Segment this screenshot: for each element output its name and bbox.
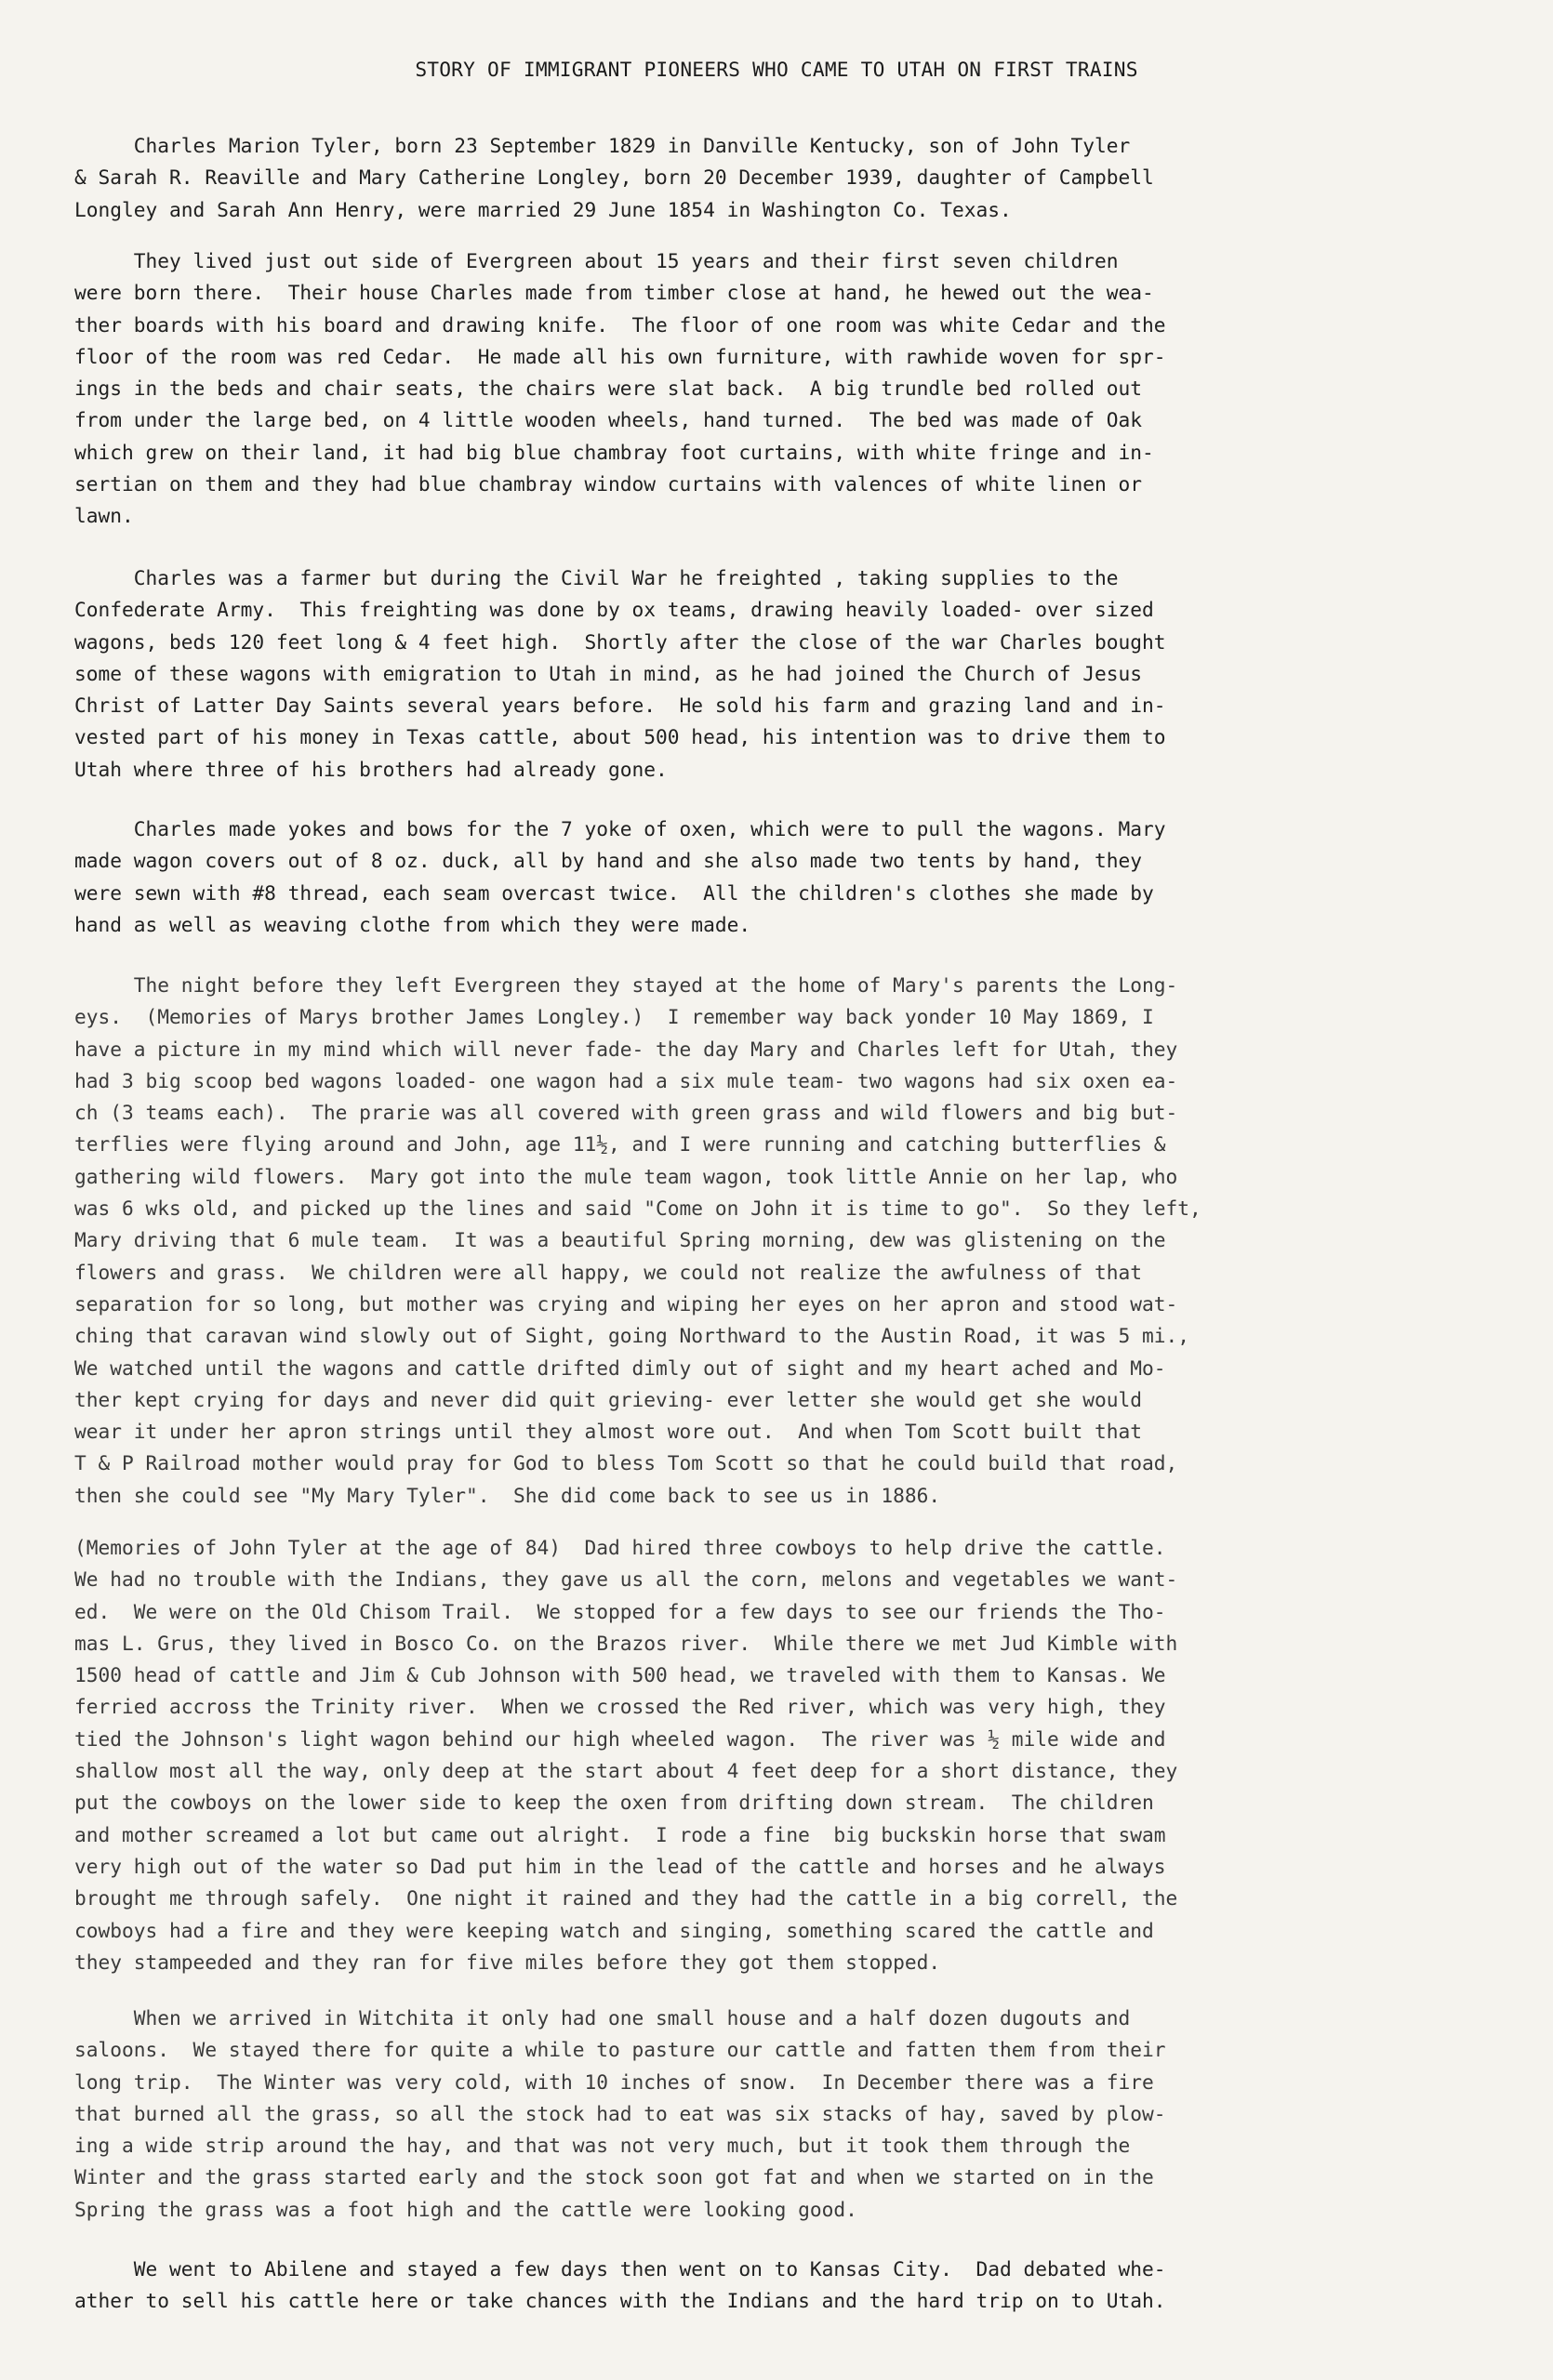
document-title: STORY OF IMMIGRANT PIONEERS WHO CAME TO UTAH ON FIRST TRAINS: [415, 58, 1138, 81]
text-line: brought me through safely. One night it rained and they had the cattle in a big correll, the: [74, 1886, 1178, 1911]
text-line: very high out of the water so Dad put him in the lead of the cattle and horses and he always: [74, 1854, 1166, 1878]
text-line: made wagon covers out of 8 oz. duck, all by hand and she also made two tents by hand, they: [74, 849, 1143, 873]
text-line: Confederate Army. This freighting was done by ox teams, drawing heavily loaded- over sized: [74, 598, 1154, 622]
paragraph-john-tyler-memories: [74, 1532, 1507, 1978]
text-line: Longley and Sarah Ann Henry, were married 29 June 1854 in Washington Co. Texas.: [74, 197, 1012, 221]
text-line: & Sarah R. Reaville and Mary Catherine Longley, born 20 December 1939, daughter of Campbell: [74, 165, 1154, 190]
text-line: Winter and the grass started early and the stock soon got fat and when we started on in the: [74, 2165, 1154, 2189]
text-line: cowboys had a fire and they were keeping watch and singing, something scared the cattle and: [74, 1918, 1154, 1942]
text-line: separation for so long, but mother was crying and wiping her eyes on her apron and stood wat-: [74, 1291, 1178, 1316]
paragraph-marriage: [74, 130, 1507, 226]
text-line: ching that caravan wind slowly out of Sight, going Northward to the Austin Road, it was 5 mi.,: [74, 1324, 1190, 1348]
text-line: wear it under her apron strings until they almost wore out. And when Tom Scott built that: [74, 1420, 1143, 1444]
text-line: shallow most all the way, only deep at the start about 4 feet deep for a short distance, they: [74, 1759, 1178, 1783]
text-line: gathering wild flowers. Mary got into the mule team wagon, took little Annie on her lap, who: [74, 1164, 1178, 1188]
text-line: which grew on their land, it had big blue chambray foot curtains, with white fringe and in-: [74, 440, 1154, 464]
text-line: ing a wide strip around the hay, and that was not very much, but it took them through the: [74, 2134, 1131, 2158]
text-line: ther boards with his board and drawing knife. The floor of one room was white Cedar and the: [74, 312, 1166, 337]
text-line: terflies were flying around and John, age 11½, and I were running and catching butterflies &: [74, 1132, 1166, 1157]
text-line: Charles Marion Tyler, born 23 September 1829 in Danville Kentucky, son of John Tyler: [74, 134, 1131, 157]
text-line: ings in the beds and chair seats, the chairs were slat back. A big trundle bed rolled out: [74, 377, 1143, 401]
text-line: tied the Johnson's light wagon behind our high wheeled wagon. The river was ½ mile wide and: [74, 1726, 1166, 1751]
text-line: mas L. Grus, they lived in Bosco Co. on the Brazos river. While there we met Jud Kimble with: [74, 1631, 1178, 1655]
text-line: ed. We were on the Old Chisom Trail. We stopped for a few days to see our friends the Tho-: [74, 1599, 1166, 1623]
paragraph-yokes-and-covers: [74, 813, 1507, 941]
text-line: Christ of Latter Day Saints several years before. He sold his farm and grazing land and in-: [74, 694, 1166, 718]
text-line: We went to Abilene and stayed a few days then went on to Kansas City. Dad debated whe-: [74, 2257, 1166, 2281]
text-line: were born there. Their house Charles made from timber close at hand, he hewed out the wea-: [74, 281, 1154, 305]
text-line: eys. (Memories of Marys brother James Longley.) I remember way back yonder 10 May 1869, I: [74, 1005, 1154, 1029]
text-line: The night before they left Evergreen they stayed at the home of Mary's parents the Long-: [74, 973, 1178, 997]
paragraph-witchita-winter: [74, 2003, 1507, 2226]
text-line: and mother screamed a lot but came out alright. I rode a fine big buckskin horse that swam: [74, 1822, 1166, 1846]
text-line: they stampeeded and they ran for five miles before they got them stopped.: [74, 1950, 941, 1974]
text-line: floor of the room was red Cedar. He made all his own furniture, with rawhide woven for spr-: [74, 344, 1166, 368]
text-line: wagons, beds 120 feet long & 4 feet high. Shortly after the close of the war Charles bought: [74, 629, 1166, 654]
text-line: that burned all the grass, so all the stock had to eat was six stacks of hay, saved by plow-: [74, 2101, 1166, 2125]
text-line: had 3 big scoop bed wagons loaded- one wagon had a six mule team- two wagons had six oxen ea-: [74, 1068, 1178, 1092]
text-line: have a picture in my mind which will never fade- the day Mary and Charles left for Utah, they: [74, 1037, 1178, 1061]
text-line: sertian on them and they had blue chambray window curtains with valences of white linen or: [74, 472, 1143, 496]
text-line: ather to sell his cattle here or take chances with the Indians and the hard trip on to Utah.: [74, 2289, 1166, 2313]
text-line: Charles was a farmer but during the Civil War he freighted , taking supplies to the: [74, 566, 1119, 589]
paragraph-abilene: [74, 2254, 1507, 2318]
paragraph-evergreen-home: [74, 245, 1507, 533]
text-line: ferried accross the Trinity river. When we crossed the Red river, which was very high, they: [74, 1695, 1166, 1719]
text-line: ch (3 teams each). The prarie was all covered with green grass and wild flowers and big but-: [74, 1101, 1178, 1125]
text-line: long trip. The Winter was very cold, with 10 inches of snow. In December there was a fire: [74, 2069, 1154, 2094]
text-line: were sewn with #8 thread, each seam overcast twice. All the children's clothes she made by: [74, 880, 1154, 905]
paragraph-james-longley-memories: [74, 970, 1507, 1512]
text-line: T & P Railroad mother would pray for God to bless Tom Scott so that he could build that road,: [74, 1451, 1178, 1475]
text-line: was 6 wks old, and picked up the lines and said "Come on John it is time to go". So they left,: [74, 1197, 1201, 1221]
text-line: (Memories of John Tyler at the age of 84) Dad hired three cowboys to help drive the cattle.: [74, 1536, 1166, 1559]
text-line: Charles made yokes and bows for the 7 yoke of oxen, which were to pull the wagons. Mary: [74, 817, 1166, 840]
text-line: some of these wagons with emigration to Utah in mind, as he had joined the Church of Jesus: [74, 661, 1143, 685]
text-line: saloons. We stayed there for quite a while to pasture our cattle and fatten them from their: [74, 2038, 1166, 2062]
text-line: ther kept crying for days and never did quit grieving- ever letter she would get she would: [74, 1387, 1143, 1411]
text-line: flowers and grass. We children were all happy, we could not realize the awfulness of that: [74, 1260, 1143, 1284]
text-line: Mary driving that 6 mule team. It was a beautiful Spring morning, dew was glistening on the: [74, 1228, 1166, 1252]
text-line: We had no trouble with the Indians, they gave us all the corn, melons and vegetables we want-: [74, 1567, 1178, 1592]
text-line: vested part of his money in Texas cattle, about 500 head, his intention was to drive them to: [74, 725, 1166, 749]
text-line: then she could see "My Mary Tyler". She did come back to see us in 1886.: [74, 1483, 941, 1507]
text-line: They lived just out side of Evergreen about 15 years and their first seven children: [74, 249, 1119, 272]
text-line: When we arrived in Witchita it only had one small house and a half dozen dugouts and: [74, 2006, 1131, 2030]
text-line: Utah where three of his brothers had already gone.: [74, 757, 668, 781]
text-line: 1500 head of cattle and Jim & Cub Johnson with 500 head, we traveled with them to Kansas. We: [74, 1663, 1166, 1687]
paragraph-civil-war-freighting: [74, 562, 1507, 786]
text-line: Spring the grass was a foot high and the cattle were looking good.: [74, 2197, 857, 2221]
text-line: lawn.: [74, 504, 134, 528]
text-line: from under the large bed, on 4 little wooden wheels, hand turned. The bed was made of Oak: [74, 408, 1143, 432]
text-line: put the cowboys on the lower side to keep the oxen from drifting down stream. The children: [74, 1791, 1154, 1815]
text-line: We watched until the wagons and cattle drifted dimly out of sight and my heart ached and Mo-: [74, 1355, 1166, 1380]
text-line: hand as well as weaving clothe from which they were made.: [74, 912, 751, 936]
